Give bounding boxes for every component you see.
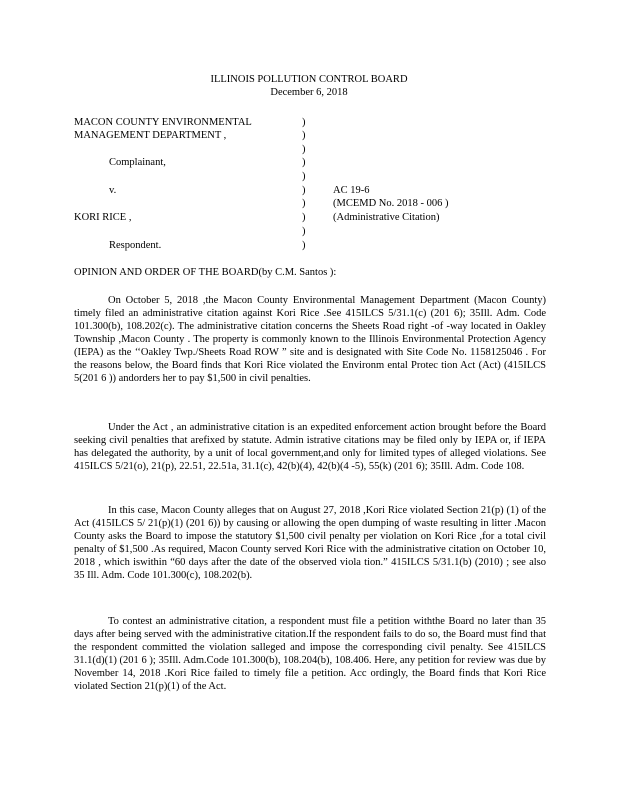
caption-bracket: ) [302,117,306,128]
caption-bracket: ) [302,226,306,237]
caption-bracket: ) [302,157,306,168]
complainant-role: Complainant, [109,157,166,168]
caption-bracket: ) [302,171,306,182]
body-paragraph: Under the Act , an administrative citation is an expedited enforcement action brought before the Board seeking civil penalties that arefixed by statute. Admin istrative citations may be filed only by IEPA or, if IEPA has delegated the authority, by a unit of local government,and only for limited types of alleged violations. See 415ILCS 5/21(o), 21(p), 22.51, 22.51a, 31.1(c), 42(b)(4), 42(b)(4 -5), 55(k) (201 6); 35Ill. Adm. Code 108. [74,422,546,472]
versus: v. [109,185,117,196]
body-paragraph: To contest an administrative citation, a respondent must file a petition withthe Board no later than 35 days after being served with the administrative citation.If the respondent fails to do so, the Board must find that the respondent committed the violation salleged and impose the corresponding civil penalty. See 415ILCS 31.1(d)(1) (201 6 ); 35Ill. Adm.Code 101.300(b), 108.204(b), 108.406. Here, any petition for review was due by November 14, 2018 .Kori Rice failed to timely file a petition. Acc ordingly, the Board finds that Kori Rice violated Section 21(p)(1) of the Act. [74,616,546,692]
caption-bracket: ) [302,240,306,251]
caption-bracket: ) [302,185,306,196]
caption-bracket: ) [302,212,306,223]
caption-bracket: ) [302,130,306,141]
board-title: ILLINOIS POLLUTION CONTROL BOARD [210,74,408,85]
complainant-name-line1: MACON COUNTY ENVIRONMENTAL [74,117,252,128]
body-paragraph: In this case, Macon County alleges that on August 27, 2018 ,Kori Rice violated Section 21(p) (1) of the Act (415ILCS 5/ 21(p)(1) (201 6)) by causing or allowing the open dumping of waste resulting in litter .Macon County asks the Board to impose the statutory $1,500 civil penalty per violation on Kori Rice ,for a total civil penalty of $1,500 .As required, Macon County served Kori Rice with the administrative citation on October 10, 2018 , which iswithin “60 days after the date of the observed viola tion.” 415ILCS 5/31.1(b) (2010) ; see also 35 Ill. Adm. Code 101.300(c), 108.202(b). [74,505,546,581]
caption-bracket: ) [302,198,306,209]
respondent-role: Respondent. [109,240,162,251]
respondent-name: KORI RICE , [74,212,132,223]
decision-date: December 6, 2018 [270,87,348,98]
caption-bracket: ) [302,144,306,155]
case-type: (Administrative Citation) [333,212,440,223]
case-number: AC 19-6 [333,185,370,196]
mcemd-number: (MCEMD No. 2018 - 006 ) [333,198,449,209]
complainant-name-line2: MANAGEMENT DEPARTMENT , [74,130,227,141]
body-paragraph: On October 5, 2018 ,the Macon County Environmental Management Department (Macon County) timely filed an administrative citation against Kori Rice .See 415ILCS 5/31.1(c) (201 6); 35Ill. Adm. Code 101.300(b), 108.202(c). The administrative citation concerns the Sheets Road right -of -way located in Oakley Township ,Macon County . The property is commonly known to the Illinois Environmental Protection Agency (IEPA) as the ‘‘Oakley Twp./Sheets Road ROW ” site and is designated with Site Code No. 1158125046 . For the reasons below, the Board finds that Kori Rice violated the Environm ental Protec tion Act (Act) (415ILCS 5(201 6 )) andorders her to pay $1,500 in civil penalties. [74,295,546,384]
opinion-heading: OPINION AND ORDER OF THE BOARD(by C.M. Santos ): [74,267,337,278]
